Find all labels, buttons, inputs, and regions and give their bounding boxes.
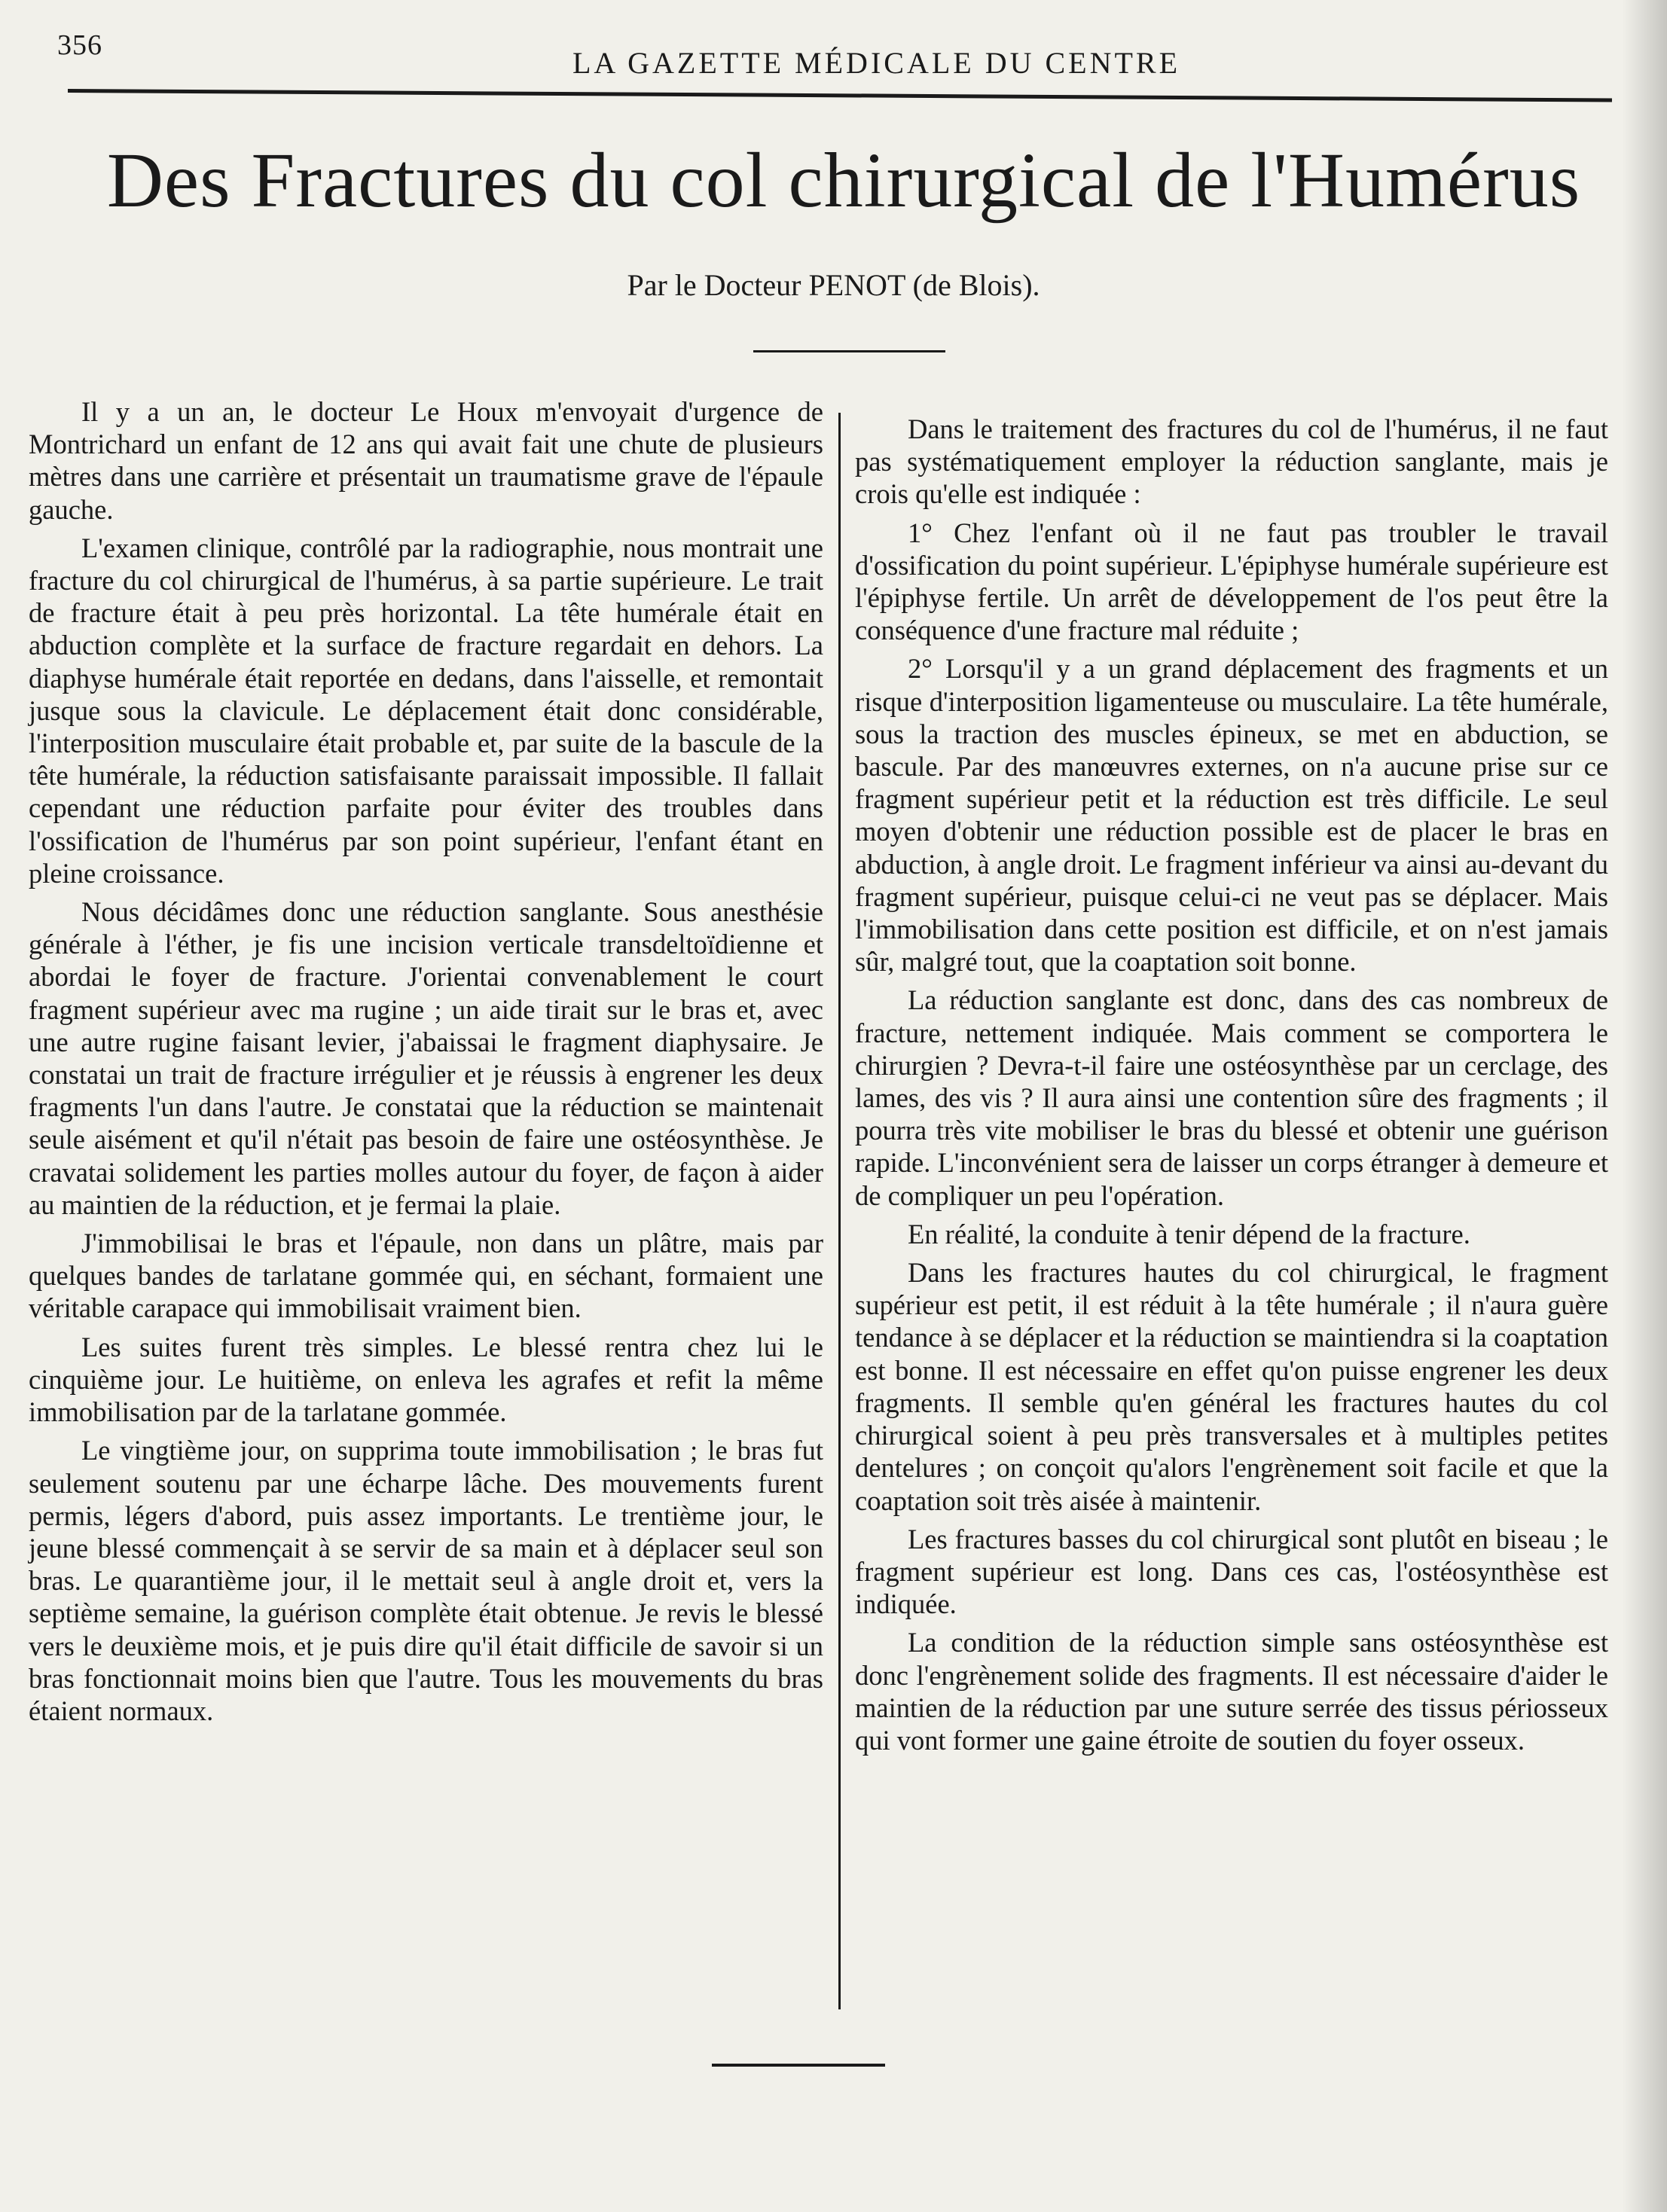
left-column	[29, 395, 823, 1733]
paragraph: La condition de la réduction simple sans ostéosynthèse est donc l'engrènement solide des fragments. Il est nécessaire d'aider le maintien de la réduction par une suture serrée des tissus périosseux qui vont former une gaine étroite de soutien du foyer osseux.	[855, 1627, 1608, 1756]
running-head: LA GAZETTE MÉDICALE DU CENTRE	[572, 46, 1181, 80]
paragraph: En réalité, la conduite à tenir dépend de la fracture.	[908, 1218, 1470, 1249]
paragraph: Les fractures basses du col chirurgical sont plutôt en biseau ; le fragment supérieur est long. Dans ces cas, l'ostéosynthèse est indiquée.	[855, 1523, 1608, 1620]
right-column	[855, 413, 1608, 1762]
page-edge-shadow	[1622, 0, 1667, 2212]
paragraph: 1° Chez l'enfant où il ne faut pas troubler le travail d'ossification du point supérieur. L'épiphyse humérale supérieure est l'épiphyse fertile. Un arrêt de développement de l'os peut être la conséquence d'une fracture mal réduite ;	[855, 517, 1608, 646]
paragraph: J'immobilisai le bras et l'épaule, non dans un plâtre, mais par quelques bandes de tarlatane gommée qui, en séchant, formaient une véritable carapace qui immobilisait vraiment bien.	[29, 1228, 823, 1324]
paragraph: L'examen clinique, contrôlé par la radiographie, nous montrait une fracture du col chirurgical de l'humérus, à sa partie supérieure. Le trait de fracture était à peu près horizontal. La tête humérale était en abduction complète et la surface de fracture regardait en dehors. La diaphyse humérale était reportée en dedans, dans l'aisselle, et remontait jusque sous la clavicule. Le déplacement était donc considérable, l'interposition musculaire était probable et, par suite de la bascule de la tête humérale, la réduction satisfaisante paraissait impossible. Il fallait cependant une réduction parfaite pour éviter des troubles dans l'ossification de l'humérus par son point supérieur, l'enfant étant en pleine croissance.	[29, 532, 823, 889]
paragraph: Le vingtième jour, on supprima toute immobilisation ; le bras fut seulement soutenu par une écharpe lâche. Des mouvements furent permis, légers d'abord, puis assez importants. Le trentième jour, le jeune blessé commençait à se servir de sa main et à déplacer seul son bras. Le quarantième jour, il le mettait seul à angle droit et, vers la septième semaine, la guérison complète était obtenue. Je revis le blessé vers le deuxième mois, et je puis dire qu'il était difficile de savoir si un bras fonctionnait moins bien que l'autre. Tous les mouvements du bras étaient normaux.	[29, 1435, 823, 1726]
page-number: 356	[57, 29, 102, 61]
article-title: Des Fractures du col chirurgical de l'Humérus	[106, 137, 1581, 224]
header-rule	[68, 89, 1612, 102]
article-end-rule	[712, 2064, 885, 2067]
paragraph: Dans les fractures hautes du col chirurgical, le fragment supérieur est petit, il est réduit à la tête humérale ; il n'aura guère tendance à se déplacer et la réduction se maintiendra si la coaptation est bonne. Il est nécessaire en effet qu'on puisse engrener les deux fragments. Il semble qu'en général les fractures hautes du col chirurgical soient à peu près transversales et à multiples petites dentelures ; on conçoit qu'alors l'engrènement soit facile et que la coaptation soit très aisée à maintenir.	[855, 1257, 1608, 1516]
paragraph: Dans le traitement des fractures du col de l'humérus, il ne faut pas systématiquement employer la réduction sanglante, mais je crois qu'elle est indiquée :	[855, 413, 1608, 510]
column-divider	[838, 413, 841, 2009]
paragraph: 2° Lorsqu'il y a un grand déplacement des fragments et un risque d'interposition ligamenteuse ou musculaire. La tête humérale, sous la traction des muscles épineux, se met en abduction, se bascule. Par des manœuvres externes, on n'a aucune prise sur ce fragment supérieur petit et la réduction est très difficile. Le seul moyen d'obtenir une réduction possible est de placer le bras en abduction, à angle droit. Le fragment inférieur va ainsi au-devant du fragment supérieur, puisque celui-ci ne veut pas se déplacer. Mais l'immobilisation dans cette position est difficile, et on n'est jamais sûr, malgré tout, que la coaptation soit bonne.	[855, 653, 1608, 978]
paragraph: Il y a un an, le docteur Le Houx m'envoyait d'urgence de Montrichard un enfant de 12 ans qui avait fait une chute de plusieurs mètres dans une carrière et présentait un traumatisme grave de l'épaule gauche.	[29, 396, 823, 525]
paragraph: Les suites furent très simples. Le blessé rentra chez lui le cinquième jour. Le huitième, on enleva les agrafes et refit la même immobilisation par de la tarlatane gommée.	[29, 1331, 823, 1428]
article-byline: Par le Docteur PENOT (de Blois).	[627, 268, 1040, 302]
paragraph: Nous décidâmes donc une réduction sanglante. Sous anesthésie générale à l'éther, je fis une incision verticale transdeltoïdienne et abordai le foyer de fracture. J'orientai convenablement le court fragment supérieur avec ma rugine ; un aide tirait sur le bras et, avec une autre rugine faisant levier, j'abaissai le fragment diaphysaire. Je constatai un trait de fracture irrégulier et je réussis à engrener les deux fragments l'un dans l'autre. Je constatai que la réduction se maintenait seule aisément et qu'il n'était pas besoin de faire une ostéosynthèse. Je cravatai solidement les parties molles autour du foyer, de façon à aider au maintien de la réduction, et je fermai la plaie.	[29, 896, 823, 1220]
byline-rule	[753, 350, 945, 352]
paragraph: La réduction sanglante est donc, dans des cas nombreux de fracture, nettement indiquée. Mais comment se comportera le chirurgien ? Devra-t-il faire une ostéosynthèse par un cerclage, des lames, des vis ? Il aura ainsi une contention sûre des fragments ; il pourra très vite mobiliser le bras du blessé et obtenir une guérison rapide. L'inconvénient sera de laisser un corps étranger à demeure et de compliquer un peu l'opération.	[855, 984, 1608, 1211]
